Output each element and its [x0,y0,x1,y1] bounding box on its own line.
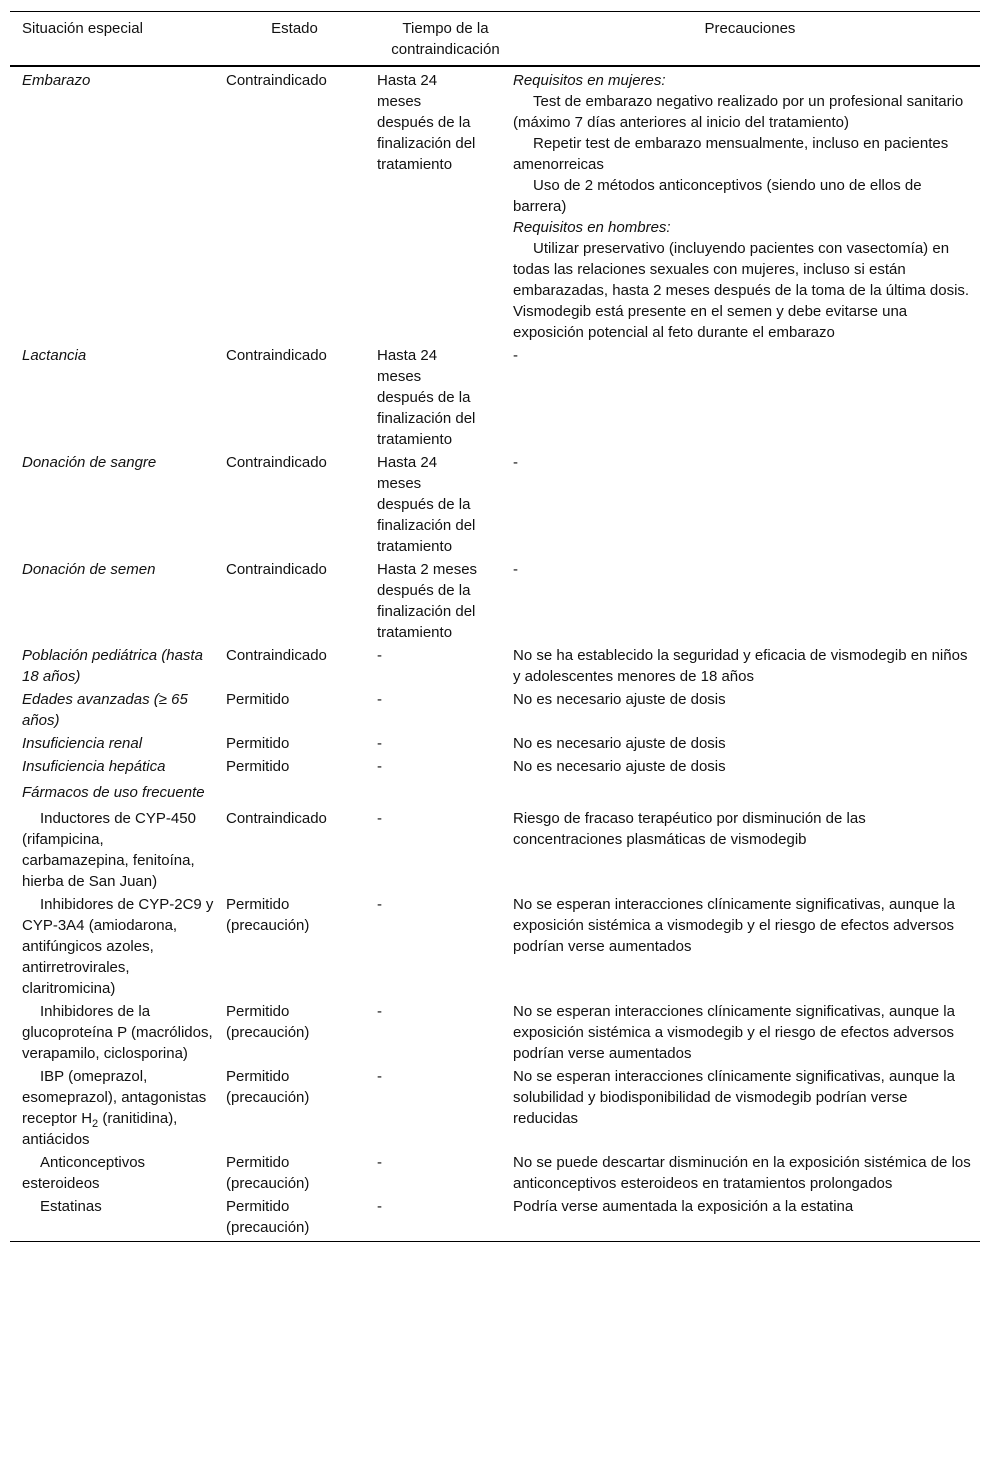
men-requirement-item: Utilizar preservativo (incluyendo pacientes con vasectomía) en todas las relaciones sexuales con mujeres, incluso si están embarazadas, hasta 2 meses después de la toma de la última dosis. Vismodegib está presente en el semen y debe evitarse una exposición potencial al feto durante el embarazo [513,240,970,341]
cell-precauciones: No es necesario ajuste de dosis [513,758,726,775]
special-situations-table [10,11,980,1242]
cell-tiempo: - [377,810,382,827]
cell-tiempo: - [377,691,382,708]
table-row [10,755,980,778]
cell-estado: Contraindicado [226,647,327,664]
cell-estado: Permitido (precaución) [226,896,310,934]
table-row [10,344,980,451]
cell-situacion: Donación de sangre [22,454,157,471]
cell-precauciones: No es necesario ajuste de dosis [513,691,726,708]
cell-precauciones: - [513,454,518,471]
table-row [10,1151,980,1195]
tiempo-text: Hasta 24 meses después de la finalización del tratamiento [377,72,476,173]
table-row [10,558,980,644]
situacion-text: Inhibidores de CYP-2C9 y CYP-3A4 (amiodarona, antifúngicos azoles, antirretrovirales, claritromicina) [22,896,214,997]
women-requirement-item: Repetir test de embarazo mensualmente, incluso en pacientes amenorreicas [513,135,949,173]
cell-precauciones: Riesgo de fracaso terapéutico por disminución de las concentraciones plasmáticas de vismodegib [513,810,866,848]
cell-precauciones [512,66,980,344]
cell-situacion [10,1065,218,1151]
cell-estado: Permitido (precaución) [226,1003,310,1041]
cell-situacion: Lactancia [22,347,87,364]
cell-tiempo [371,451,512,558]
cell-tiempo [371,558,512,644]
cell-situacion [10,1195,218,1242]
cell-situacion: Edades avanzadas (≥ 65 años) [22,691,188,729]
tiempo-text: Hasta 2 meses después de la finalización del tratamiento [377,561,478,641]
cell-tiempo [371,344,512,451]
cell-situacion: Insuficiencia hepática [22,758,166,775]
header-situacion: Situación especial [22,20,143,37]
table-header-row [10,12,980,67]
cell-estado: Permitido [226,758,290,775]
table-row [10,1195,980,1242]
cell-estado: Permitido (precaución) [226,1068,310,1106]
cell-precauciones: No se esperan interacciones clínicamente significativas, aunque la exposición sistémica a vismodegib y el riesgo de efectos adversos podrían verse aumentados [513,896,955,955]
cell-tiempo: - [377,758,382,775]
situacion-text-part: (ranitidina), antiácidos [22,1110,178,1148]
cell-tiempo [371,66,512,344]
table-row [10,1000,980,1065]
women-requirements-title: Requisitos en mujeres: [513,72,666,89]
cell-tiempo: - [377,1154,382,1171]
cell-estado: Contraindicado [226,561,327,578]
cell-precauciones: No es necesario ajuste de dosis [513,735,726,752]
women-requirement-item: Test de embarazo negativo realizado por un profesional sanitario (máximo 7 días anteriores al inicio del tratamiento) [513,93,964,131]
cell-precauciones: - [513,347,518,364]
cell-situacion: Donación de semen [22,561,156,578]
table-row [10,893,980,1000]
header-tiempo: Tiempo de la contraindicación [391,20,500,58]
cell-precauciones: No se esperan interacciones clínicamente significativas, aunque la solubilidad y biodisponibilidad de vismodegib podrían verse reducidas [513,1068,955,1127]
situacion-text-part: IBP (omeprazol, esomeprazol), antagonistas receptor H [22,1068,207,1127]
cell-precauciones: - [513,561,518,578]
cell-estado: Contraindicado [226,454,327,471]
cell-tiempo: - [377,1198,382,1215]
cell-precauciones: No se ha establecido la seguridad y eficacia de vismodegib en niños y adolescentes menores de 18 años [513,647,968,685]
table-row [10,807,980,893]
cell-situacion: Embarazo [22,72,91,89]
cell-situacion [10,1151,218,1195]
cell-situacion: Población pediátrica (hasta 18 años) [22,647,203,685]
women-requirement-item: Uso de 2 métodos anticonceptivos (siendo uno de ellos de barrera) [513,177,922,215]
cell-precauciones: No se esperan interacciones clínicamente significativas, aunque la exposición sistémica a vismodegib y el riesgo de efectos adversos podrían verse aumentados [513,1003,955,1062]
cell-situacion [10,1000,218,1065]
cell-tiempo: - [377,1003,382,1020]
header-estado: Estado [271,20,318,37]
table-row [10,644,980,688]
header-precauciones: Precauciones [704,20,796,37]
cell-tiempo: - [377,896,382,913]
cell-situacion [10,893,218,1000]
tiempo-text: Hasta 24 meses después de la finalización del tratamiento [377,454,476,555]
drugs-section-title: Fármacos de uso frecuente [22,784,205,801]
cell-estado: Contraindicado [226,72,327,89]
table-row [10,66,980,344]
cell-estado: Permitido [226,691,290,708]
subscript: 2 [92,1118,99,1130]
situacion-text: Inductores de CYP-450 (rifampicina, carbamazepina, fenitoína, hierba de San Juan) [22,810,196,890]
cell-tiempo: - [377,1068,382,1085]
cell-estado: Contraindicado [226,347,327,364]
cell-situacion: Insuficiencia renal [22,735,143,752]
situacion-text: Estatinas [40,1198,102,1215]
situacion-text: Anticonceptivos esteroideos [22,1154,146,1192]
table-row [10,688,980,732]
table-row [10,451,980,558]
cell-estado: Permitido [226,735,290,752]
men-requirements-title: Requisitos en hombres: [513,219,671,236]
cell-estado: Permitido (precaución) [226,1198,310,1236]
tiempo-text: Hasta 24 meses después de la finalización del tratamiento [377,347,476,448]
cell-estado: Contraindicado [226,810,327,827]
cell-precauciones: No se puede descartar disminución en la exposición sistémica de los anticonceptivos esteroideos en tratamientos prolongados [513,1154,971,1192]
situacion-text [22,1066,214,1150]
cell-tiempo: - [377,647,382,664]
cell-situacion [10,807,218,893]
cell-precauciones: Podría verse aumentada la exposición a la estatina [513,1198,854,1215]
situacion-text: Inhibidores de la glucoproteína P (macrólidos, verapamilo, ciclosporina) [22,1003,213,1062]
cell-estado: Permitido (precaución) [226,1154,310,1192]
cell-tiempo: - [377,735,382,752]
section-row [10,778,980,807]
table-row [10,732,980,755]
table-row [10,1065,980,1151]
